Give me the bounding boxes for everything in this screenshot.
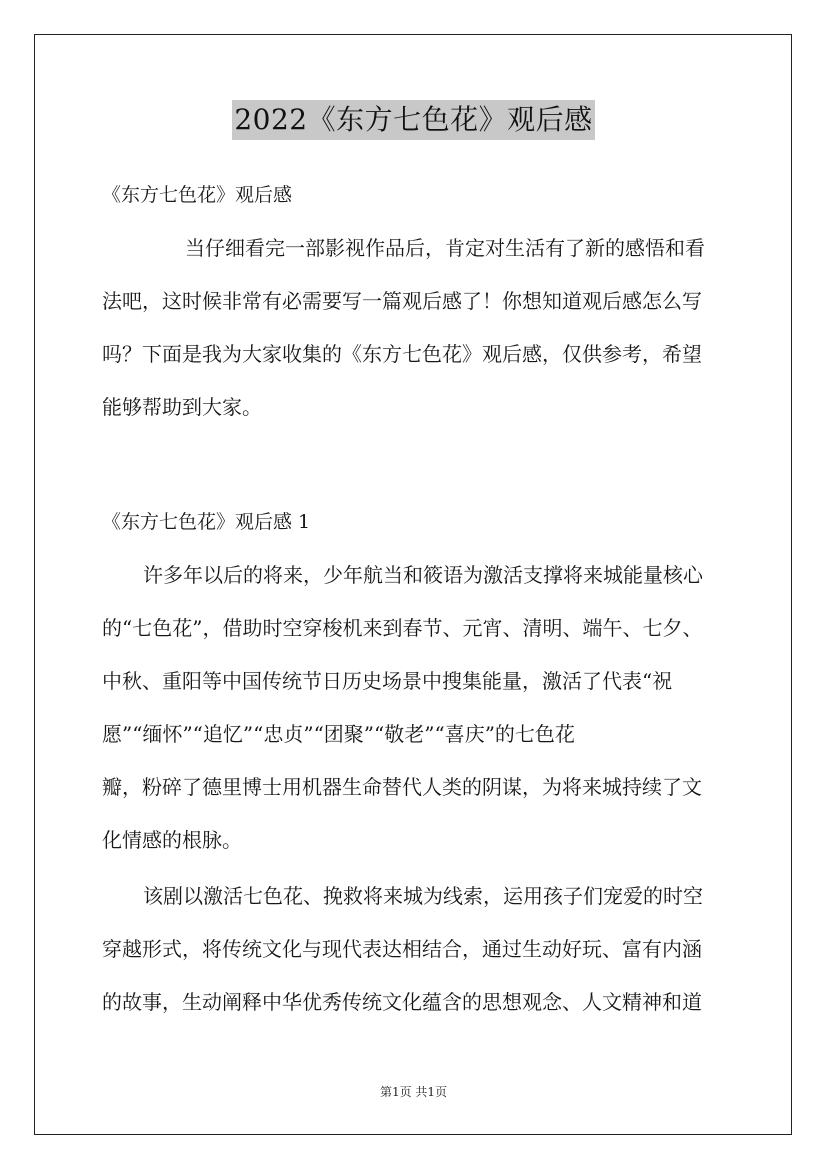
document-title: 2022《东方七色花》观后感 <box>232 100 594 140</box>
section1-p1-line-1: 许多年以后的将来，少年航当和筱语为激活支撑将来城能量核心 <box>143 563 703 587</box>
intro-line-3: 吗？下面是我为大家收集的《东方七色花》观后感，仅供参考，希望 <box>102 342 702 366</box>
section1-p2-line-2: 穿越形式，将传统文化与现代表达相结合，通过生动好玩、富有内涵 <box>102 937 702 961</box>
section1-p1-line-2: 的“七色花”，借助时空穿梭机来到春节、元宵、清明、端午、七夕、 <box>102 616 703 640</box>
section1-p2-line-3: 的故事，生动阐释中华优秀传统文化蕴含的思想观念、人文精神和道 <box>102 990 702 1014</box>
page-footer: 第1页 共1页 <box>379 1085 448 1099</box>
section1-p1-line-5: 瓣，粉碎了德里博士用机器生命替代人类的阴谋，为将来城持续了文 <box>102 775 702 799</box>
section1-p1-line-6: 化情感的根脉。 <box>102 828 242 852</box>
section1-p2-line-1: 该剧以激活七色花、挽救将来城为线索，运用孩子们宠爱的时空 <box>143 884 703 908</box>
section1-p1-line-3: 中秋、重阳等中国传统节日历史场景中搜集能量，激活了代表“祝 <box>102 669 673 693</box>
intro-line-2: 法吧，这时候非常有必需要写一篇观后感了！你想知道观后感怎么写 <box>102 289 702 313</box>
title-container <box>0 100 827 140</box>
intro-line-1: 当仔细看完一部影视作品后，肯定对生活有了新的感悟和看 <box>185 236 705 260</box>
section1-heading: 《东方七色花》观后感 1 <box>102 511 311 533</box>
intro-line-4: 能够帮助到大家。 <box>102 395 262 419</box>
intro-heading: 《东方七色花》观后感 <box>102 184 293 206</box>
section1-p1-line-4: 愿”“缅怀”“追忆”“忠贞”“团聚”“敬老”“喜庆”的七色花 <box>102 722 575 746</box>
